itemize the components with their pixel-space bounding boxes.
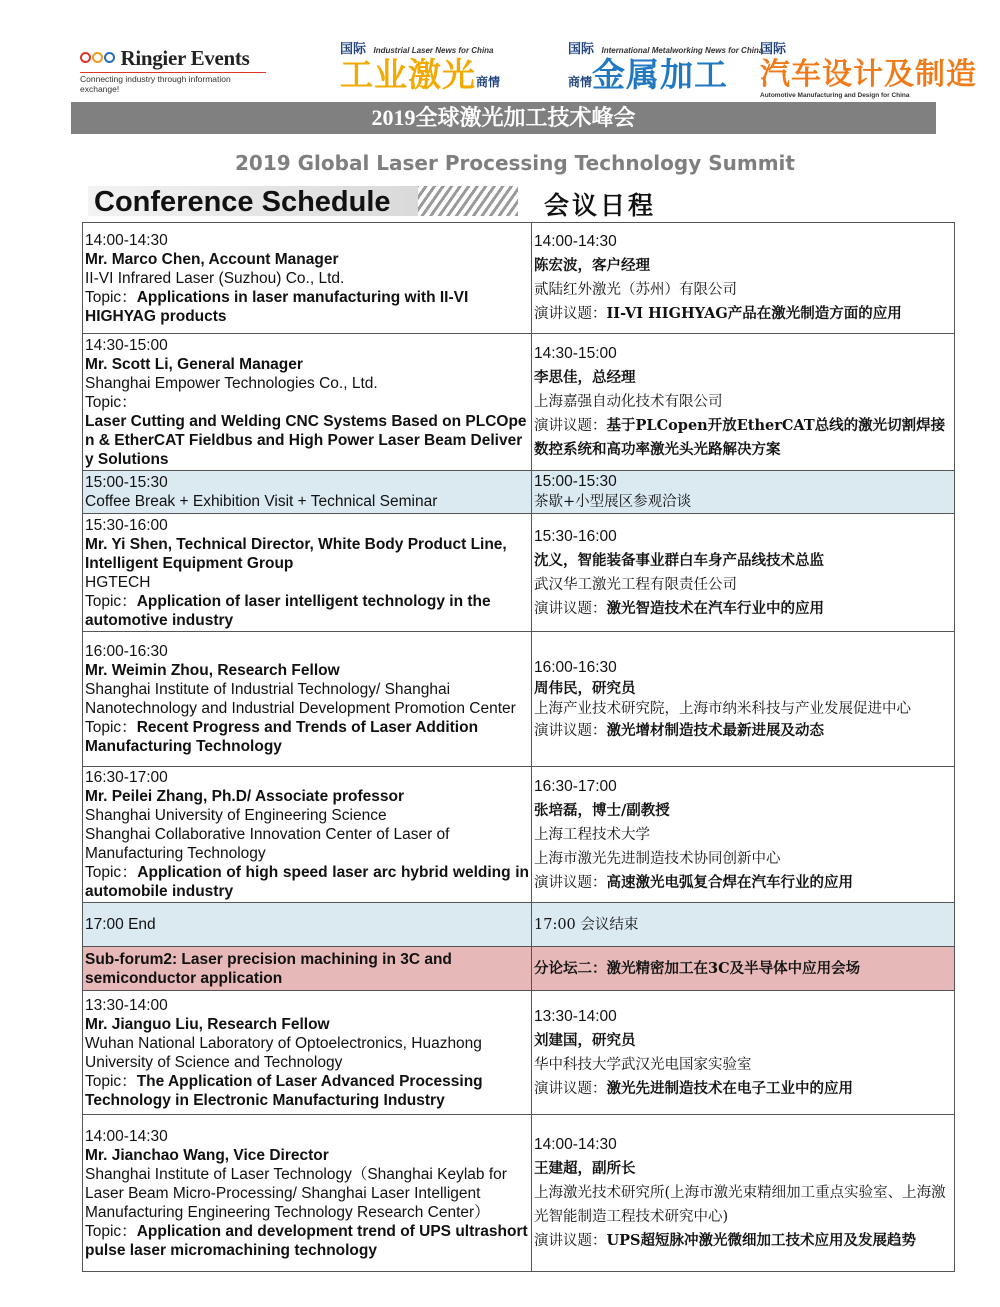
session-en bbox=[83, 1115, 532, 1272]
topic-label: 演讲议题： bbox=[534, 722, 607, 739]
schedule-heading bbox=[88, 186, 520, 216]
brand3-main: 汽车设计及制造 bbox=[760, 58, 977, 91]
subforum-en: Sub-forum2: Laser precision machining in 3C and semiconductor application bbox=[83, 947, 532, 991]
session-time: 16:00-16:30 bbox=[85, 643, 168, 660]
brand3-prefix: 国际 bbox=[760, 41, 787, 56]
session-en bbox=[83, 632, 532, 767]
topic-label: Topic： bbox=[85, 719, 137, 736]
speaker-name: Mr. Jianchao Wang, Vice Director bbox=[85, 1146, 329, 1164]
session-time: 15:00-15:30 bbox=[534, 473, 617, 490]
topic-title: Application of high speed laser arc hybrid welding in automobile industry bbox=[85, 864, 530, 900]
subforum-zh: 分论坛二：激光精密加工在3C及半导体中应用会场 bbox=[532, 947, 955, 991]
speaker-org: Shanghai University of Engineering Science bbox=[85, 807, 387, 824]
session-zh bbox=[532, 991, 955, 1115]
speaker-name: Mr. Scott Li, General Manager bbox=[85, 355, 303, 373]
ringier-tagline: Connecting industry through information exchange! bbox=[80, 72, 266, 94]
session-zh bbox=[532, 514, 955, 632]
speaker-org: 武汉华工激光工程有限责任公司 bbox=[534, 576, 737, 593]
topic-title: 激光智造技术在汽车行业中的应用 bbox=[606, 599, 824, 617]
brand2-suffix: 商情 bbox=[568, 75, 593, 89]
speaker-name: Mr. Yi Shen, Technical Director, White Body Product Line, Intelligent Equipment Group bbox=[85, 535, 507, 572]
session-en bbox=[83, 223, 532, 334]
brand1-main: 工业激光 bbox=[340, 56, 476, 93]
topic-title: Recent Progress and Trends of Laser Addition Manufacturing Technology bbox=[85, 719, 479, 755]
session-time: 14:30-15:00 bbox=[85, 336, 168, 354]
topic-label: Topic： bbox=[85, 592, 137, 610]
stripes-decoration bbox=[418, 186, 518, 216]
speaker-name: Mr. Weimin Zhou, Research Fellow bbox=[85, 662, 340, 679]
topic-title: 激光先进制造技术在电子工业中的应用 bbox=[606, 1079, 853, 1097]
end-zh: 17:00 会议结束 bbox=[532, 903, 955, 947]
session-zh bbox=[532, 767, 955, 903]
end-en: 17:00 End bbox=[83, 903, 532, 947]
session-time: 16:00-16:30 bbox=[534, 658, 617, 676]
session-time: 16:30-17:00 bbox=[534, 777, 617, 795]
topic-label: Topic： bbox=[85, 393, 137, 411]
automotive-logo bbox=[760, 38, 977, 99]
break-zh bbox=[532, 471, 955, 514]
speaker-name: 陈宏波，客户经理 bbox=[534, 257, 650, 274]
topic-label: Topic： bbox=[85, 288, 137, 306]
topic-label: 演讲议题： bbox=[534, 418, 607, 434]
topic-title: UPS超短脉冲激光微细加工技术应用及发展趋势 bbox=[606, 1232, 917, 1249]
brand1-suffix: 商情 bbox=[476, 75, 501, 89]
summit-banner: 2019全球激光加工技术峰会 bbox=[71, 102, 936, 134]
brand3-foot: Automotive Manufacturing and Design for China bbox=[760, 92, 910, 99]
session-zh bbox=[532, 223, 955, 334]
session-zh bbox=[532, 1115, 955, 1272]
session-time: 15:30-16:00 bbox=[534, 527, 617, 545]
session-time: 14:00-14:30 bbox=[85, 231, 168, 249]
speaker-org: 贰陆红外激光（苏州）有限公司 bbox=[534, 282, 737, 298]
session-time: 14:00-14:30 bbox=[85, 1127, 168, 1145]
session-zh bbox=[532, 334, 955, 471]
header-logos bbox=[0, 0, 1000, 100]
session-time: 15:00-15:30 bbox=[85, 474, 168, 491]
ringier-name: Ringier Events bbox=[120, 46, 250, 70]
brand2-sub: International Metalworking News for China bbox=[601, 46, 764, 55]
schedule-heading-zh: 会议日程 bbox=[544, 191, 657, 220]
speaker-name: Mr. Marco Chen, Account Manager bbox=[85, 250, 339, 268]
speaker-org: Wuhan National Laboratory of Optoelectronics, Huazhong University of Science and Technology bbox=[85, 1034, 482, 1071]
speaker-name: 沈义，智能装备事业群白车身产品线技术总监 bbox=[534, 551, 824, 569]
ringier-dots-icon bbox=[80, 50, 116, 68]
session-en bbox=[83, 334, 532, 471]
speaker-org: 上海工程技术大学 bbox=[534, 826, 650, 843]
speaker-name: 张培磊，博士/副教授 bbox=[534, 801, 670, 819]
session-zh bbox=[532, 632, 955, 767]
topic-title: Applications in laser manufacturing with II-VI HIGHYAG products bbox=[85, 288, 469, 325]
speaker-org: HGTECH bbox=[85, 573, 151, 591]
table-row bbox=[83, 632, 955, 767]
session-en bbox=[83, 991, 532, 1115]
topic-title: Application and development trend of UPS ultrashort pulse laser micromachining technology bbox=[85, 1222, 528, 1259]
topic-label: Topic： bbox=[85, 864, 138, 881]
speaker-name: 刘建国，研究员 bbox=[534, 1031, 636, 1049]
speaker-name: 李思佳，总经理 bbox=[534, 369, 636, 386]
brand2-main: 金属加工 bbox=[592, 56, 729, 93]
table-row bbox=[83, 947, 955, 991]
table-row bbox=[83, 903, 955, 947]
table-row bbox=[83, 991, 955, 1115]
session-time: 15:30-16:00 bbox=[85, 516, 168, 534]
speaker-org-2: Shanghai Collaborative Innovation Center of Laser of Manufacturing Technology bbox=[85, 826, 450, 862]
table-row bbox=[83, 1115, 955, 1272]
table-row bbox=[83, 223, 955, 334]
topic-title: II-VI HIGHYAG产品在激光制造方面的应用 bbox=[606, 305, 902, 322]
topic-title: 基于PLCopen开放EtherCAT总线的激光切割焊接数控系统和高功率激光头光路解决方案 bbox=[534, 417, 946, 458]
schedule-table bbox=[82, 222, 955, 1272]
brand1-prefix: 国际 bbox=[340, 41, 367, 56]
session-en bbox=[83, 767, 532, 903]
schedule-heading-en: Conference Schedule bbox=[94, 186, 391, 218]
topic-label: Topic： bbox=[85, 1072, 137, 1090]
speaker-org: 上海激光技术研究所(上海市激光束精细加工重点实验室、上海激光智能制造工程技术研究中心) bbox=[534, 1185, 946, 1225]
session-time: 14:30-15:00 bbox=[534, 345, 617, 362]
speaker-org: 华中科技大学武汉光电国家实验室 bbox=[534, 1056, 752, 1073]
speaker-name: Mr. Jianguo Liu, Research Fellow bbox=[85, 1015, 330, 1033]
session-time: 14:00-14:30 bbox=[534, 233, 617, 250]
speaker-name: Mr. Peilei Zhang, Ph.D/ Associate professor bbox=[85, 788, 404, 805]
topic-label: 演讲议题： bbox=[534, 1080, 607, 1097]
table-row bbox=[83, 334, 955, 471]
speaker-org: Shanghai Empower Technologies Co., Ltd. bbox=[85, 374, 378, 392]
topic-title: The Application of Laser Advanced Processing Technology in Electronic Manufacturing Industry bbox=[85, 1072, 483, 1109]
speaker-name: 周伟民，研究员 bbox=[534, 679, 636, 697]
table-row bbox=[83, 471, 955, 514]
topic-title: 激光增材制造技术最新进展及动态 bbox=[606, 721, 824, 739]
table-row bbox=[83, 767, 955, 903]
speaker-name: 王建超，副所长 bbox=[534, 1160, 636, 1177]
break-text: 茶歇+小型展区参观洽谈 bbox=[534, 494, 692, 510]
summit-subtitle: 2019 Global Laser Processing Technology Summit bbox=[235, 151, 795, 175]
metalworking-logo bbox=[568, 38, 763, 92]
speaker-org: Shanghai Institute of Industrial Technology/ Shanghai Nanotechnology and Industrial Development Promotion Center bbox=[85, 681, 516, 717]
session-en bbox=[83, 514, 532, 632]
topic-title: 高速激光电弧复合焊在汽车行业的应用 bbox=[606, 873, 853, 891]
topic-label: 演讲议题： bbox=[534, 1233, 607, 1249]
table-row bbox=[83, 514, 955, 632]
topic-label: 演讲议题： bbox=[534, 306, 607, 322]
topic-title: Application of laser intelligent technology in the automotive industry bbox=[85, 592, 491, 629]
brand2-prefix: 国际 bbox=[568, 41, 595, 56]
topic-title: Laser Cutting and Welding CNC Systems Based on PLCOpen & EtherCAT Fieldbus and High Power Laser Beam Delivery Solutions bbox=[85, 412, 527, 468]
topic-label: 演讲议题： bbox=[534, 600, 607, 617]
break-text: Coffee Break + Exhibition Visit + Technical Seminar bbox=[85, 493, 438, 510]
session-time: 14:00-14:30 bbox=[534, 1136, 617, 1153]
ringier-events-logo bbox=[80, 46, 280, 94]
brand1-sub: Industrial Laser News for China bbox=[373, 46, 494, 55]
speaker-org: Shanghai Institute of Laser Technology（Shanghai Keylab for Laser Beam Micro-Processing/ Shanghai Laser Intelligent Manufacturing Engineering Technology Research Center） bbox=[85, 1165, 507, 1221]
session-time: 13:30-14:00 bbox=[85, 996, 168, 1014]
speaker-org: 上海产业技术研究院，上海市纳米科技与产业发展促进中心 bbox=[534, 700, 911, 717]
break-en bbox=[83, 471, 532, 514]
topic-label: Topic： bbox=[85, 1222, 137, 1240]
topic-label: 演讲议题： bbox=[534, 874, 607, 891]
speaker-org-2: 上海市激光先进制造技术协同创新中心 bbox=[534, 850, 781, 867]
speaker-org: 上海嘉强自动化技术有限公司 bbox=[534, 394, 723, 410]
session-time: 13:30-14:00 bbox=[534, 1007, 617, 1025]
speaker-org: II-VI Infrared Laser (Suzhou) Co., Ltd. bbox=[85, 269, 345, 287]
session-time: 16:30-17:00 bbox=[85, 769, 168, 786]
industrial-laser-logo bbox=[340, 38, 500, 92]
